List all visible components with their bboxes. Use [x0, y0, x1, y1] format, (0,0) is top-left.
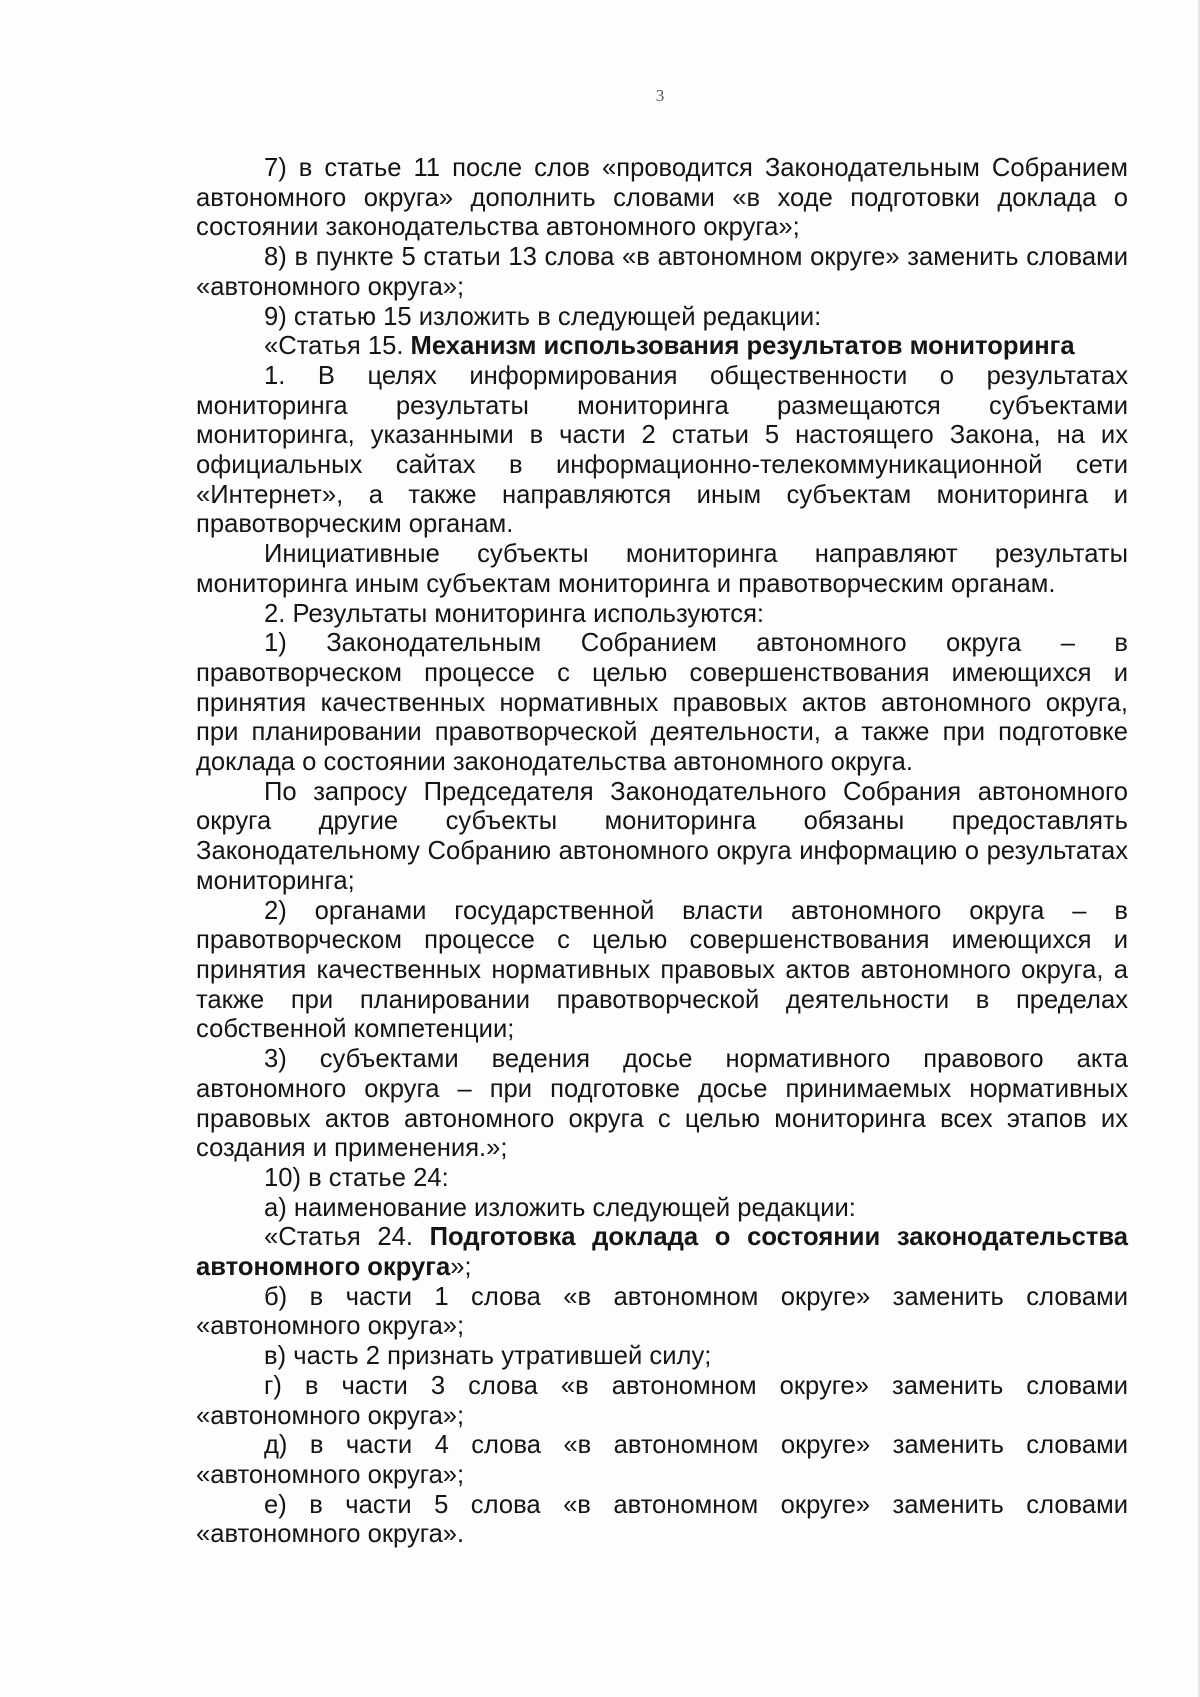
paragraph-item-9: 9) статью 15 изложить в следующей редакции: [264, 302, 822, 331]
article-15-title: Механизм использования результатов мониторинга [410, 332, 1075, 361]
subitem-d: д) в части 4 слова «в автономном округе» заменить словами «автономного округа»; [196, 1431, 1128, 1489]
subitem-b: б) в части 1 слова «в автономном округе» заменить словами «автономного округа»; [196, 1282, 1128, 1341]
paragraph-item-10: 10) в статье 24: [264, 1163, 449, 1192]
article-15-part-2: 2. Результаты мониторинга используются: [264, 599, 765, 628]
subitem-a: а) наименование изложить следующей редакции: [264, 1193, 856, 1222]
paragraph-item-7: 7) в статье 11 после слов «проводится Законодательным Собранием автономного округа» дополнить словами «в ходе подготовки доклада о состоянии законодательства автономного округа»; [196, 154, 1128, 242]
subitem-v: в) часть 2 признать утратившей силу; [264, 1342, 712, 1371]
subitem-g: г) в части 3 слова «в автономном округе» заменить словами «автономного округа»; [196, 1371, 1128, 1430]
article-15-prefix: «Статья 15. [264, 332, 411, 361]
subitem-e: е) в части 5 слова «в автономном округе» заменить словами «автономного округа». [196, 1490, 1128, 1549]
document-body [196, 154, 1128, 1550]
article-24-suffix: »; [450, 1253, 472, 1282]
article-15-part-1: 1. В целях информирования общественности о результатах мониторинга результаты мониторинга размещаются субъектами мониторинга, указанными в части 2 статьи 5 настоящего Закона, на их официальных сайтах в информационно-телекоммуникационной сети «Интернет», а также направляются иным субъектам мониторинга и правотворческим органам. [196, 361, 1128, 539]
article-15-part-2-item-3: 3) субъектами ведения досье нормативного правового акта автономного округа – при подготовке досье принимаемых нормативных правовых актов автономного округа с целью мониторинга всех этапов их создания и применения.»; [196, 1045, 1128, 1163]
article-15-part-2-item-1-continuation: По запросу Председателя Законодательного Собрания автономного округа другие субъекты мониторинга обязаны предоставлять Законодательному Собранию автономного округа информацию о результатах мониторинга; [196, 777, 1128, 895]
article-24-heading [196, 1223, 1128, 1282]
article-15-part-1-continuation: Инициативные субъекты мониторинга направляют результаты мониторинга иным субъектам мониторинга и правотворческим органам. [196, 540, 1128, 598]
paragraph-item-8: 8) в пункте 5 статьи 13 слова «в автономном округе» заменить словами «автономного округа»; [196, 243, 1128, 301]
article-24-prefix: «Статья 24. [264, 1223, 430, 1252]
article-24-title: Подготовка доклада о состоянии законодательства автономного округа [196, 1223, 1128, 1282]
article-15-part-2-item-2: 2) органами государственной власти автономного округа – в правотворческом процессе с целью совершенствования имеющихся и принятия качественных нормативных правовых актов автономного округа, а также при планировании правотворческой деятельности в пределах собственной компетенции; [196, 896, 1128, 1044]
article-15-heading [196, 332, 1128, 362]
page-number: 3 [655, 86, 665, 105]
article-15-part-2-item-1: 1) Законодательным Собранием автономного округа – в правотворческом процессе с целью совершенствования имеющихся и принятия качественных нормативных правовых актов автономного округа, при планировании правотворческой деятельности, а также при подготовке доклада о состоянии законодательства автономного округа. [196, 629, 1128, 777]
